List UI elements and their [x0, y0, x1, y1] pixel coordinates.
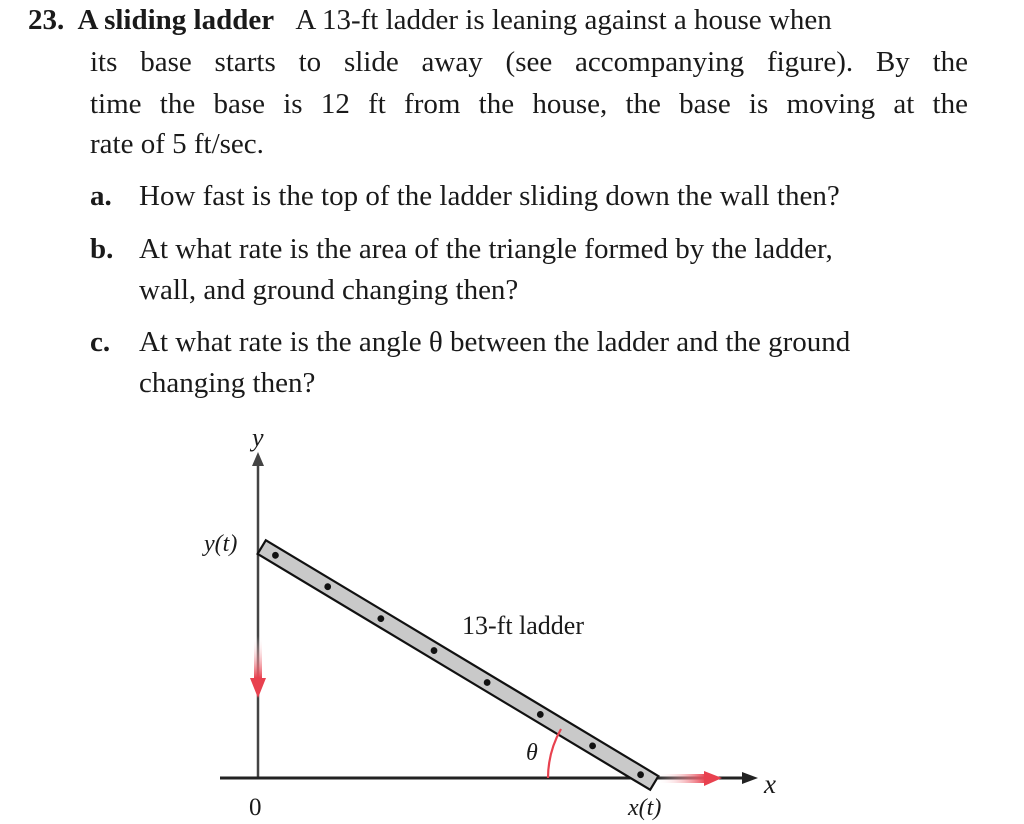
problem-number: 23. — [28, 4, 65, 36]
origin-label: 0 — [249, 794, 262, 821]
y-axis-arrowhead — [252, 452, 264, 466]
base-velocity-arrow-shaft — [656, 774, 706, 783]
base-position-label: x(t) — [628, 795, 662, 821]
angle-arc — [548, 729, 561, 778]
x-axis-label: x — [764, 769, 776, 799]
ladder — [258, 540, 659, 790]
part-c-text-1: At what rate is the angle θ between the ladder and the ground — [139, 326, 851, 358]
part-a-text: How fast is the top of the ladder sliding down the wall then? — [139, 180, 840, 212]
part-c-text-2: changing then? — [139, 367, 316, 399]
x-axis-arrowhead — [742, 772, 758, 784]
top-position-label: y(t) — [204, 531, 238, 557]
intro-line-1: A 13-ft ladder is leaning against a house when — [295, 4, 832, 36]
ladder-length-label: 13-ft ladder — [462, 611, 585, 640]
wall-velocity-arrowhead — [250, 678, 266, 698]
part-a-label: a. — [90, 180, 112, 212]
part-b-label: b. — [90, 233, 114, 265]
intro-line-2: its base starts to slide away (see accompanying figure). By the — [90, 46, 968, 78]
y-axis-label: y — [252, 423, 264, 452]
wall-velocity-arrow-shaft — [254, 636, 262, 678]
intro-line-4: rate of 5 ft/sec. — [90, 128, 264, 160]
problem-title: A sliding ladder — [77, 4, 275, 36]
part-b-text-1: At what rate is the area of the triangle formed by the ladder, — [139, 233, 833, 265]
part-c-label: c. — [90, 326, 111, 358]
ladder-rail — [258, 540, 659, 790]
base-velocity-arrowhead — [704, 771, 722, 786]
part-b-text-2: wall, and ground changing then? — [139, 274, 519, 306]
intro-line-3: time the base is 12 ft from the house, the base is moving at the — [90, 88, 968, 120]
angle-label: θ — [526, 740, 538, 766]
